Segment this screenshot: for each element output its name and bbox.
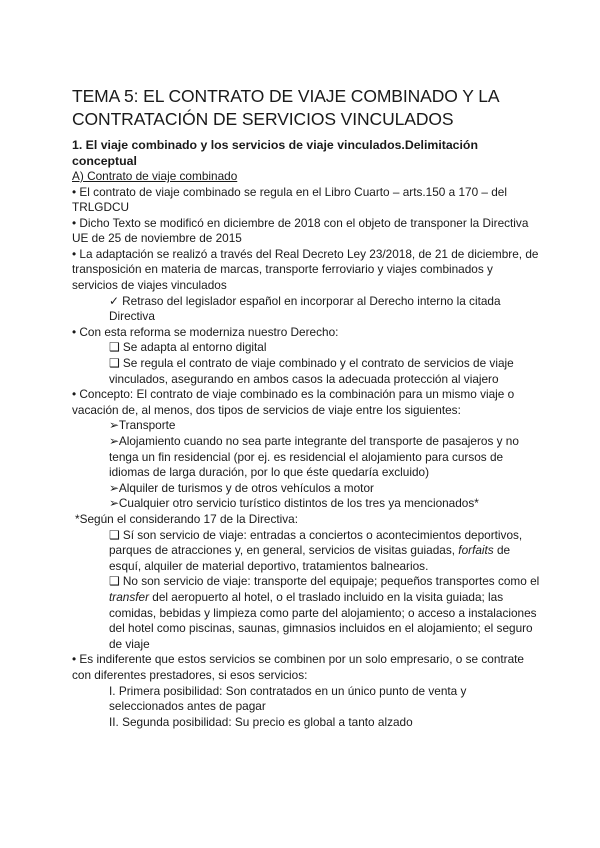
excluded-text: ❑ No son servicio de viaje: transporte del equipaje; pequeños transportes como el bbox=[109, 574, 540, 589]
roman-item-first: I. Primera posibilidad: Son contratados en un único punto de venta y seleccionados antes de pagar bbox=[109, 683, 467, 714]
bullet-regulation: • El contrato de viaje combinado se regula en el Libro Cuarto – arts.150 a 170 – del TRLGDCU bbox=[72, 184, 507, 215]
bullet-adaptation: • La adaptación se realizó a través del Real Decreto Ley 23/2018, de 21 de diciembre, de transposición en materia de marcas, transporte ferroviario y viajes combinados y servicios de viajes vinculados bbox=[72, 246, 539, 293]
box-item-digital: ❑ Se adapta al entorno digital bbox=[109, 340, 267, 355]
bullet-indifferent: • Es indiferente que estos servicios se combinen por un solo empresario, o se contrate con diferentes prestadores, si esos servicios: bbox=[72, 652, 524, 682]
included-emphasis: forfaits bbox=[458, 543, 494, 558]
bullet-modification: • Dicho Texto se modificó en diciembre de 2018 con el objeto de transponer la Directiva UE de 25 de noviembre de 2015 bbox=[72, 215, 529, 246]
box-item-included bbox=[72, 528, 540, 575]
note-heading: *Según el considerando 17 de la Directiva: bbox=[75, 511, 298, 526]
excluded-emphasis: transfer bbox=[109, 589, 149, 604]
page-title bbox=[72, 85, 540, 131]
arrow-item-other: ➢Cualquier otro servicio turístico distintos de los tres ya mencionados* bbox=[109, 496, 479, 511]
check-item-delay: ✓ Retraso del legislador español en incorporar al Derecho interno la citada Directiva bbox=[109, 293, 501, 324]
arrow-item-lodging: ➢Alojamiento cuando no sea parte integrante del transporte de pasajeros y no tenga un fin residencial (por ej. es residencial el alojamiento para cursos de idiomas de larga duración, por lo que éste quedaría excluido) bbox=[109, 434, 519, 480]
roman-item-second: II. Segunda posibilidad: Su precio es global a tanto alzado bbox=[109, 714, 413, 729]
box-item-regulation: ❑ Se regula el contrato de viaje combinado y el contrato de servicios de viaje vinculados, asegurando en ambos casos la adecuada protección al viajero bbox=[109, 356, 514, 386]
title-line-1: TEMA 5: EL CONTRATO DE VIAJE COMBINADO Y LA bbox=[72, 86, 500, 106]
bullet-concept: • Concepto: El contrato de viaje combinado es la combinación para un mismo viaje o vacación de, al menos, dos tipos de servicios de viaje entre los siguientes: bbox=[72, 387, 515, 417]
title-line-2: CONTRATACIÓN DE SERVICIOS VINCULADOS bbox=[72, 109, 454, 129]
included-text: ❑ Sí son servicio de viaje: entradas a conciertos o acontecimientos deportivos, parques de atracciones y, en general, servicios de visitas guiadas, bbox=[109, 527, 523, 558]
included-text-end: de esquí, alquiler de material deportivo, tratamientos balnearios. bbox=[109, 543, 511, 573]
arrow-item-transport: ➢Transporte bbox=[109, 418, 176, 433]
bullet-reform: • Con esta reforma se moderniza nuestro Derecho: bbox=[72, 324, 339, 339]
subsection-heading: A) Contrato de viaje combinado bbox=[72, 169, 238, 183]
box-item-excluded bbox=[72, 574, 540, 652]
section-heading: 1. El viaje combinado y los servicios de viaje vinculados.Delimitación conceptual bbox=[72, 138, 478, 168]
arrow-item-rental: ➢Alquiler de turismos y de otros vehículos a motor bbox=[109, 480, 374, 495]
excluded-text-end: del aeropuerto al hotel, o el traslado incluido en la visita guiada; las comidas, bebidas y limpieza como parte del alojamiento; o acceso a instalaciones del hotel como piscinas, saunas, gimnasios incluidos en el alojamiento; el seguro de viaje bbox=[109, 589, 537, 651]
